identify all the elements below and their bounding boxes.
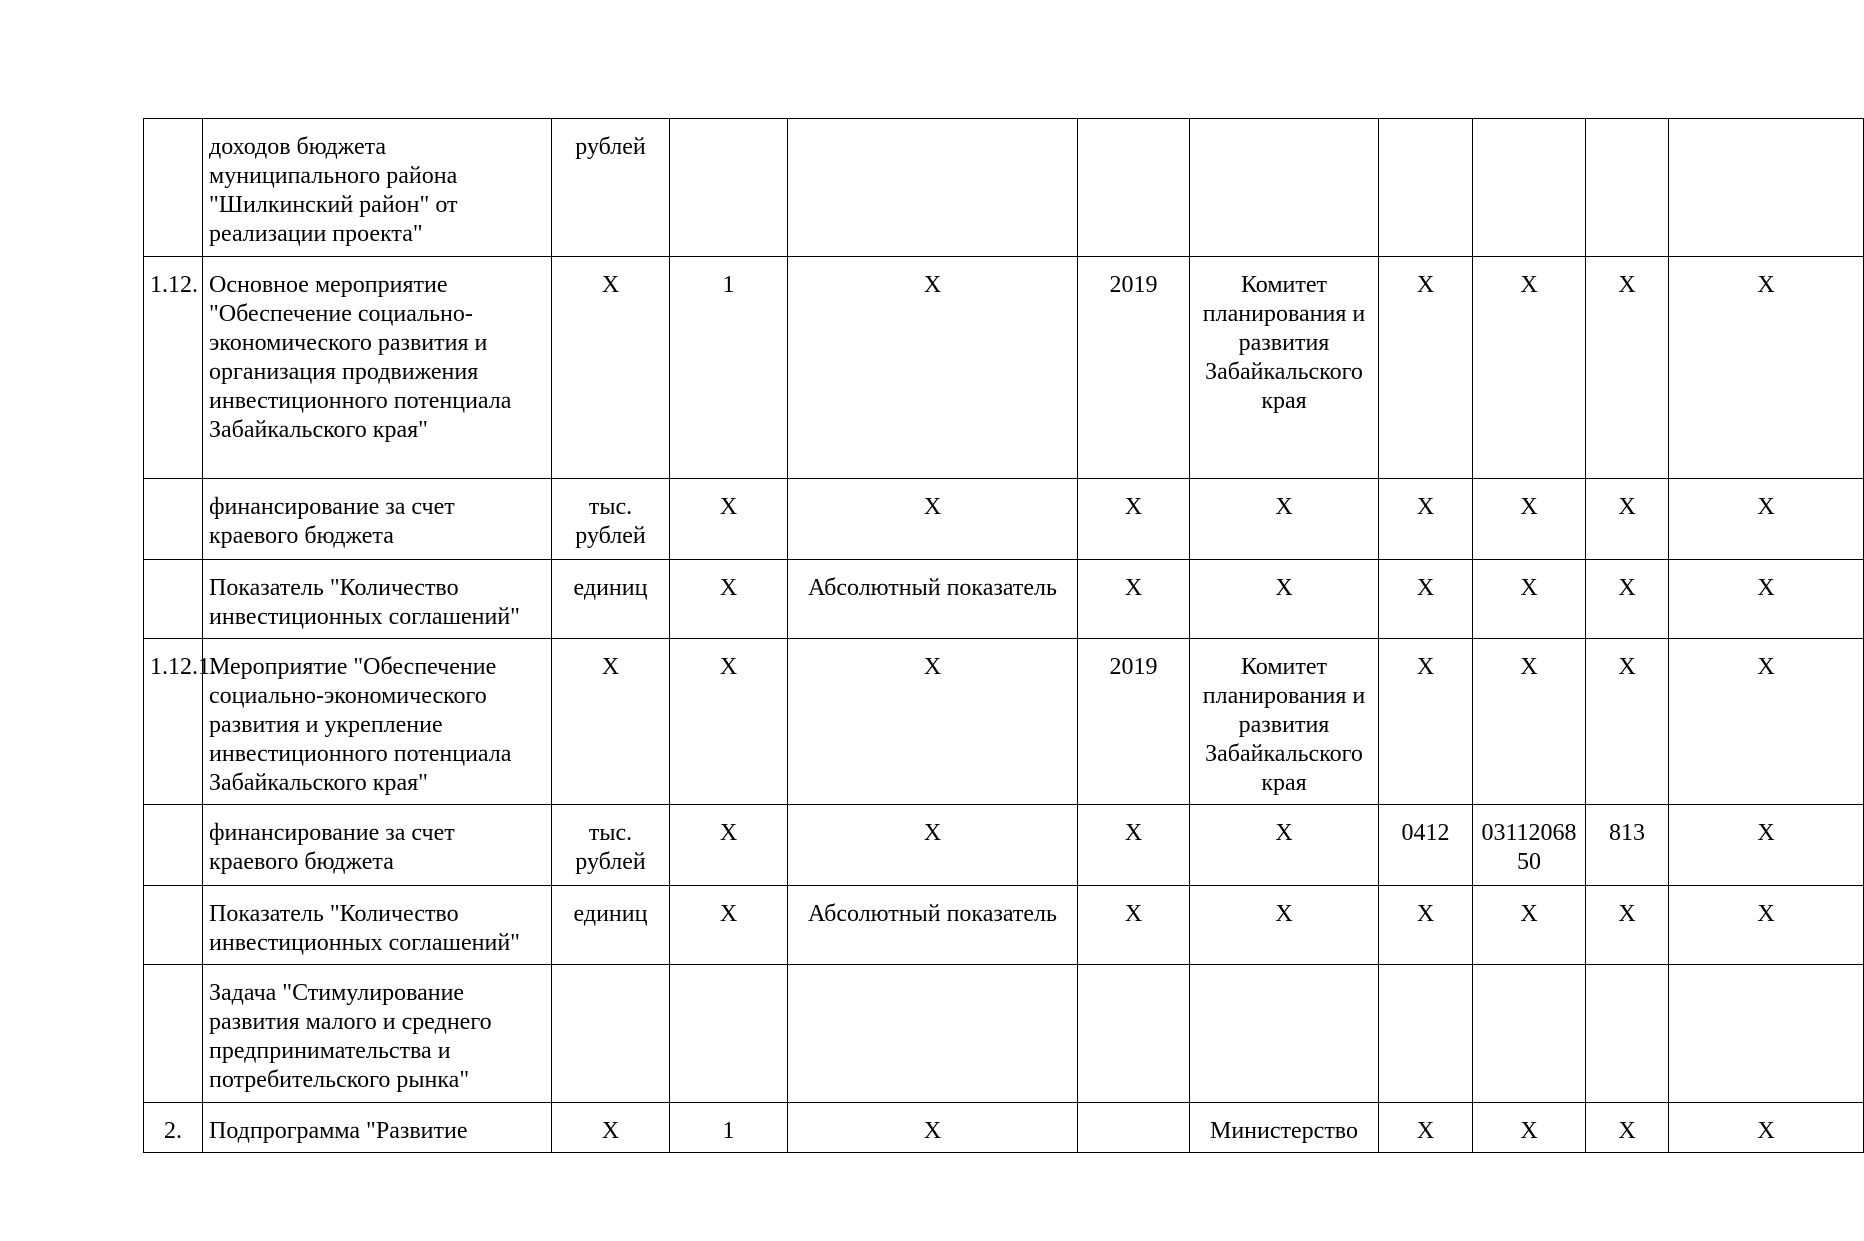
cell-col4: X [788,1103,1078,1153]
cell-col6 [1190,119,1379,257]
table-row [144,965,1864,1103]
cell-col4: X [788,805,1078,886]
cell-col8: 0311206850 [1473,805,1586,886]
cell-number: 1.12. [144,257,203,479]
cell-col7: X [1379,1103,1473,1153]
cell-col3: 1 [670,257,788,479]
cell-col10: X [1669,560,1864,639]
cell-col9: X [1586,257,1669,479]
cell-col8: X [1473,1103,1586,1153]
cell-number [144,479,203,560]
cell-col4: Абсолютный показатель [788,886,1078,965]
cell-name: финансирование за счет краевого бюджета [203,805,552,886]
cell-col10: X [1669,1103,1864,1153]
cell-number [144,805,203,886]
cell-col7: X [1379,886,1473,965]
table-row [144,886,1864,965]
cell-col6: X [1190,886,1379,965]
cell-col10: X [1669,805,1864,886]
cell-col5: X [1078,886,1190,965]
cell-col9: X [1586,639,1669,805]
cell-unit: тыс. рублей [552,479,670,560]
cell-col5: X [1078,560,1190,639]
table-row [144,1103,1864,1153]
cell-col3: X [670,805,788,886]
cell-col4: X [788,479,1078,560]
cell-number [144,560,203,639]
cell-col9: X [1586,560,1669,639]
cell-col7 [1379,965,1473,1103]
cell-unit: X [552,1103,670,1153]
cell-unit: X [552,257,670,479]
cell-col3: X [670,639,788,805]
cell-number [144,886,203,965]
cell-name: Задача "Стимулирование развития малого и среднего предпринимательства и потребительского рынка" [203,965,552,1103]
table-row [144,479,1864,560]
program-table [143,118,1864,1153]
cell-name: Подпрограмма "Развитие [203,1103,552,1153]
cell-col6: X [1190,805,1379,886]
cell-col8 [1473,965,1586,1103]
cell-col5: 2019 [1078,639,1190,805]
cell-col3 [670,119,788,257]
cell-col6: X [1190,479,1379,560]
cell-col7: 0412 [1379,805,1473,886]
cell-col10 [1669,965,1864,1103]
cell-unit: X [552,639,670,805]
cell-name: доходов бюджета муниципального района "Шилкинский район" от реализации проекта" [203,119,552,257]
table-row [144,257,1864,479]
cell-col7: X [1379,639,1473,805]
cell-col4 [788,119,1078,257]
cell-col6: Комитет планирования и развития Забайкальского края [1190,257,1379,479]
cell-col8: X [1473,257,1586,479]
cell-number: 1.12.1. [144,639,203,805]
cell-name: Мероприятие "Обеспечение социально-экономического развития и укрепление инвестиционного потенциала Забайкальского края" [203,639,552,805]
cell-col9 [1586,119,1669,257]
cell-col5: X [1078,479,1190,560]
cell-col4: Абсолютный показатель [788,560,1078,639]
cell-number [144,119,203,257]
cell-col8: X [1473,479,1586,560]
cell-col3: 1 [670,1103,788,1153]
cell-col10: X [1669,639,1864,805]
cell-col8: X [1473,560,1586,639]
cell-col7: X [1379,257,1473,479]
cell-col5 [1078,1103,1190,1153]
cell-col5 [1078,119,1190,257]
cell-col6: X [1190,560,1379,639]
table-row [144,639,1864,805]
cell-col8: X [1473,639,1586,805]
cell-col3: X [670,560,788,639]
cell-name: Показатель "Количество инвестиционных соглашений" [203,886,552,965]
cell-col9: X [1586,1103,1669,1153]
table-row [144,805,1864,886]
table-body [144,119,1864,1153]
cell-col10: X [1669,257,1864,479]
cell-col9 [1586,965,1669,1103]
cell-col3: X [670,479,788,560]
cell-col9: X [1586,479,1669,560]
cell-col8 [1473,119,1586,257]
cell-col7: X [1379,479,1473,560]
cell-unit [552,965,670,1103]
cell-col4: X [788,639,1078,805]
cell-col6 [1190,965,1379,1103]
cell-unit: единиц [552,560,670,639]
cell-name: финансирование за счет краевого бюджета [203,479,552,560]
cell-col8: X [1473,886,1586,965]
cell-number [144,965,203,1103]
cell-col7: X [1379,560,1473,639]
cell-col6: Министерство [1190,1103,1379,1153]
cell-col7 [1379,119,1473,257]
table-row [144,119,1864,257]
table-row [144,560,1864,639]
cell-col3: X [670,886,788,965]
cell-col10: X [1669,479,1864,560]
cell-unit: тыс. рублей [552,805,670,886]
cell-col9: 813 [1586,805,1669,886]
cell-col10: X [1669,886,1864,965]
cell-unit: рублей [552,119,670,257]
cell-col9: X [1586,886,1669,965]
cell-col6: Комитет планирования и развития Забайкальского края [1190,639,1379,805]
cell-col5: 2019 [1078,257,1190,479]
cell-number: 2. [144,1103,203,1153]
cell-unit: единиц [552,886,670,965]
cell-name: Основное мероприятие "Обеспечение социально-экономического развития и организация продвижения инвестиционного потенциала Забайкальского края" [203,257,552,479]
cell-col4 [788,965,1078,1103]
cell-name: Показатель "Количество инвестиционных соглашений" [203,560,552,639]
cell-col3 [670,965,788,1103]
cell-col5: X [1078,805,1190,886]
cell-col10 [1669,119,1864,257]
cell-col5 [1078,965,1190,1103]
cell-col4: X [788,257,1078,479]
